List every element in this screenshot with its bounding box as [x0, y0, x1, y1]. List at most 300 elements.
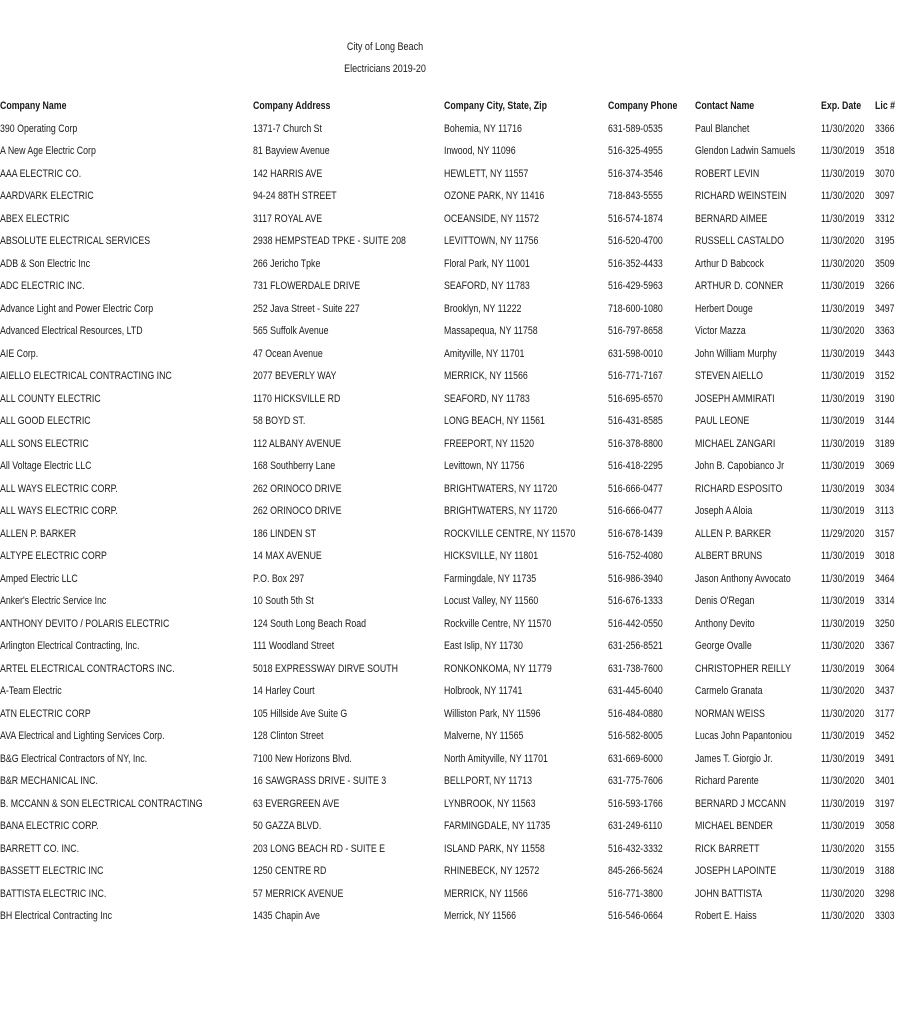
table-row — [0, 163, 900, 186]
company-phone-cell: 516-520-4700 — [608, 235, 664, 248]
contact-name-cell: RICHARD WEINSTEIN — [695, 190, 787, 203]
table-row — [0, 613, 900, 636]
contact-name-cell: Victor Mazza — [695, 325, 746, 338]
table-row — [0, 230, 900, 253]
company-name-cell: BARRETT CO. INC. — [0, 842, 80, 855]
company-address-cell: 16 SAWGRASS DRIVE - SUITE 3 — [253, 775, 387, 788]
company-name-cell: AIE Corp. — [0, 347, 39, 360]
company-name-cell: Advance Light and Power Electric Corp — [0, 302, 154, 315]
license-number-cell: 3157 — [874, 527, 895, 540]
table-row — [0, 140, 900, 163]
exp-date-cell: 11/30/2020 — [820, 257, 865, 270]
license-number-cell: 3188 — [874, 865, 895, 878]
table-row — [0, 635, 900, 658]
contact-name-cell: STEVEN AIELLO — [695, 370, 764, 383]
company-name-cell: ALL GOOD ELECTRIC — [0, 415, 91, 428]
contact-name-cell: Paul Blanchet — [695, 122, 750, 135]
company-phone-cell: 516-442-0550 — [608, 617, 664, 630]
company-name-cell: All Voltage Electric LLC — [0, 460, 92, 473]
license-number-cell: 3189 — [874, 437, 895, 450]
license-number-cell: 3491 — [874, 752, 895, 765]
table-row — [0, 793, 900, 816]
company-name-cell: ALL SONS ELECTRIC — [0, 437, 89, 450]
company-city-cell: MERRICK, NY 11566 — [444, 887, 529, 900]
exp-date-cell: 11/30/2019 — [820, 662, 865, 675]
exp-date-cell: 11/30/2019 — [820, 505, 865, 518]
company-name-cell: A-Team Electric — [0, 685, 62, 698]
contact-name-cell: ROBERT LEVIN — [695, 167, 760, 180]
contact-name-cell: RICHARD ESPOSITO — [695, 482, 783, 495]
company-address-cell: 112 ALBANY AVENUE — [253, 437, 342, 450]
license-number-cell: 3097 — [874, 190, 895, 203]
table-row — [0, 185, 900, 208]
company-phone-cell: 516-752-4080 — [608, 550, 664, 563]
company-name-cell: A New Age Electric Corp — [0, 145, 96, 158]
company-city-cell: Amityville, NY 11701 — [444, 347, 525, 360]
company-city-cell: OZONE PARK, NY 11416 — [444, 190, 545, 203]
company-address-cell: 50 GAZZA BLVD. — [253, 820, 322, 833]
contact-name-cell: John William Murphy — [695, 347, 777, 360]
company-phone-cell: 516-378-8800 — [608, 437, 664, 450]
company-phone-cell: 516-986-3940 — [608, 572, 664, 585]
table-row — [0, 590, 900, 613]
exp-date-cell: 11/30/2020 — [820, 685, 865, 698]
exp-date-cell: 11/30/2019 — [820, 865, 865, 878]
company-address-cell: 10 South 5th St — [253, 595, 314, 608]
company-address-cell: 5018 EXPRESSWAY DIRVE SOUTH — [253, 662, 399, 675]
company-city-cell: LONG BEACH, NY 11561 — [444, 415, 546, 428]
exp-date-cell: 11/30/2019 — [820, 280, 865, 293]
contact-name-cell: CHRISTOPHER REILLY — [695, 662, 792, 675]
table-row — [0, 500, 900, 523]
contact-name-cell: RICK BARRETT — [695, 842, 760, 855]
company-address-cell: 63 EVERGREEN AVE — [253, 797, 340, 810]
company-name-cell: Arlington Electrical Contracting, Inc. — [0, 640, 140, 653]
table-row — [0, 905, 900, 928]
company-address-cell: 168 Southberry Lane — [253, 460, 336, 473]
company-address-cell: 124 South Long Beach Road — [253, 617, 367, 630]
exp-date-cell: 11/30/2019 — [820, 460, 865, 473]
company-phone-cell: 516-374-3546 — [608, 167, 664, 180]
exp-date-cell: 11/30/2020 — [820, 640, 865, 653]
company-phone-cell: 516-771-7167 — [608, 370, 664, 383]
company-phone-cell: 516-431-8585 — [608, 415, 664, 428]
company-city-cell: Brooklyn, NY 11222 — [444, 302, 522, 315]
license-number-cell: 3518 — [874, 145, 895, 158]
table-row — [0, 388, 900, 411]
company-phone-cell: 631-669-6000 — [608, 752, 664, 765]
company-name-cell: ARTEL ELECTRICAL CONTRACTORS INC. — [0, 662, 175, 675]
contact-name-cell: George Ovalle — [695, 640, 752, 653]
company-address-cell: 14 Harley Court — [253, 685, 315, 698]
company-name-cell: AVA Electrical and Lighting Services Corp. — [0, 730, 165, 743]
table-row — [0, 860, 900, 883]
company-name-cell: ALL WAYS ELECTRIC CORP. — [0, 482, 118, 495]
document-title: City of Long Beach — [346, 41, 424, 53]
company-address-cell: 94-24 88TH STREET — [253, 190, 337, 203]
license-number-cell: 3113 — [874, 505, 894, 518]
company-city-cell: OCEANSIDE, NY 11572 — [444, 212, 540, 225]
table-row — [0, 343, 900, 366]
contact-name-cell: ALBERT BRUNS — [695, 550, 763, 563]
table-row — [0, 478, 900, 501]
company-phone-cell: 516-546-0664 — [608, 910, 664, 923]
column-header-company-address: Company Address — [253, 100, 331, 113]
company-name-cell: 390 Operating Corp — [0, 122, 78, 135]
company-city-cell: BRIGHTWATERS, NY 11720 — [444, 482, 558, 495]
exp-date-cell: 11/30/2019 — [820, 752, 865, 765]
license-number-cell: 3144 — [874, 415, 895, 428]
exp-date-cell: 11/30/2020 — [820, 707, 865, 720]
table-row — [0, 523, 900, 546]
company-city-cell: Farmingdale, NY 11735 — [444, 572, 537, 585]
license-number-cell: 3401 — [874, 775, 895, 788]
company-city-cell: BELLPORT, NY 11713 — [444, 775, 533, 788]
contact-name-cell: PAUL LEONE — [695, 415, 750, 428]
company-address-cell: 111 Woodland Street — [253, 640, 335, 653]
company-address-cell: 57 MERRICK AVENUE — [253, 887, 344, 900]
company-name-cell: AARDVARK ELECTRIC — [0, 190, 94, 203]
contact-name-cell: Anthony Devito — [695, 617, 755, 630]
column-header-company-name: Company Name — [0, 100, 67, 113]
company-address-cell: 565 Suffolk Avenue — [253, 325, 329, 338]
company-address-cell: 262 ORINOCO DRIVE — [253, 505, 342, 518]
column-header-contact-name: Contact Name — [695, 100, 755, 113]
license-number-cell: 3314 — [874, 595, 895, 608]
contact-name-cell: ALLEN P. BARKER — [695, 527, 772, 540]
license-number-cell: 3018 — [874, 550, 895, 563]
company-phone-cell: 718-600-1080 — [608, 302, 664, 315]
company-name-cell: ALL WAYS ELECTRIC CORP. — [0, 505, 118, 518]
company-address-cell: 58 BOYD ST. — [253, 415, 306, 428]
license-number-cell: 3064 — [874, 662, 895, 675]
company-address-cell: 2938 HEMPSTEAD TPKE - SUITE 208 — [253, 235, 407, 248]
table-row — [0, 748, 900, 771]
company-phone-cell: 516-574-1874 — [608, 212, 664, 225]
company-phone-cell: 516-429-5963 — [608, 280, 664, 293]
table-row — [0, 320, 900, 343]
company-city-cell: Locust Valley, NY 11560 — [444, 595, 539, 608]
electricians-table — [0, 95, 900, 928]
exp-date-cell: 11/30/2019 — [820, 145, 865, 158]
company-name-cell: ATN ELECTRIC CORP — [0, 707, 91, 720]
exp-date-cell: 11/30/2019 — [820, 595, 865, 608]
exp-date-cell: 11/30/2019 — [820, 797, 865, 810]
company-city-cell: Floral Park, NY 11001 — [444, 257, 531, 270]
table-row — [0, 838, 900, 861]
contact-name-cell: Robert E. Haiss — [695, 910, 757, 923]
contact-name-cell: John B. Capobianco Jr — [695, 460, 785, 473]
company-phone-cell: 516-593-1766 — [608, 797, 664, 810]
company-name-cell: AAA ELECTRIC CO. — [0, 167, 82, 180]
license-number-cell: 3070 — [874, 167, 895, 180]
exp-date-cell: 11/30/2019 — [820, 617, 865, 630]
company-phone-cell: 516-676-1333 — [608, 595, 664, 608]
table-row — [0, 680, 900, 703]
company-city-cell: HICKSVILLE, NY 11801 — [444, 550, 539, 563]
contact-name-cell: RUSSELL CASTALDO — [695, 235, 785, 248]
company-name-cell: BATTISTA ELECTRIC INC. — [0, 887, 107, 900]
company-phone-cell: 516-666-0477 — [608, 482, 664, 495]
company-phone-cell: 516-432-3332 — [608, 842, 664, 855]
company-address-cell: 731 FLOWERDALE DRIVE — [253, 280, 361, 293]
license-number-cell: 3366 — [874, 122, 895, 135]
company-address-cell: 3117 ROYAL AVE — [253, 212, 323, 225]
table-row — [0, 253, 900, 276]
company-city-cell: North Amityville, NY 11701 — [444, 752, 549, 765]
company-name-cell: ALL COUNTY ELECTRIC — [0, 392, 101, 405]
license-number-cell: 3069 — [874, 460, 895, 473]
company-city-cell: RONKONKOMA, NY 11779 — [444, 662, 553, 675]
contact-name-cell: MICHAEL ZANGARI — [695, 437, 776, 450]
company-address-cell: 203 LONG BEACH RD - SUITE E — [253, 842, 386, 855]
column-header-exp-date: Exp. Date — [820, 100, 861, 113]
contact-name-cell: James T. Giorgio Jr. — [695, 752, 773, 765]
company-phone-cell: 631-598-0010 — [608, 347, 664, 360]
license-number-cell: 3443 — [874, 347, 895, 360]
company-phone-cell: 631-589-0535 — [608, 122, 664, 135]
contact-name-cell: Glendon Ladwin Samuels — [695, 145, 796, 158]
contact-name-cell: BERNARD J MCCANN — [695, 797, 787, 810]
company-city-cell: ROCKVILLE CENTRE, NY 11570 — [444, 527, 576, 540]
company-name-cell: BANA ELECTRIC CORP. — [0, 820, 99, 833]
license-number-cell: 3177 — [874, 707, 895, 720]
contact-name-cell: Lucas John Papantoniou — [695, 730, 793, 743]
company-address-cell: 186 LINDEN ST — [253, 527, 317, 540]
company-phone-cell: 845-266-5624 — [608, 865, 664, 878]
exp-date-cell: 11/30/2019 — [820, 415, 865, 428]
company-phone-cell: 631-738-7600 — [608, 662, 664, 675]
company-phone-cell: 516-484-0880 — [608, 707, 664, 720]
company-address-cell: 1435 Chapin Ave — [253, 910, 321, 923]
table-row — [0, 658, 900, 681]
company-address-cell: 47 Ocean Avenue — [253, 347, 324, 360]
table-row — [0, 433, 900, 456]
company-phone-cell: 631-775-7606 — [608, 775, 664, 788]
license-number-cell: 3195 — [874, 235, 895, 248]
license-number-cell: 3497 — [874, 302, 895, 315]
exp-date-cell: 11/30/2020 — [820, 122, 865, 135]
license-number-cell: 3509 — [874, 257, 895, 270]
company-name-cell: ADB & Son Electric Inc — [0, 257, 90, 270]
license-number-cell: 3298 — [874, 887, 895, 900]
exp-date-cell: 11/30/2019 — [820, 820, 865, 833]
company-city-cell: Inwood, NY 11096 — [444, 145, 516, 158]
company-name-cell: ABSOLUTE ELECTRICAL SERVICES — [0, 235, 151, 248]
license-number-cell: 3152 — [874, 370, 895, 383]
company-address-cell: 2077 BEVERLY WAY — [253, 370, 337, 383]
document-subtitle: Electricians 2019-20 — [344, 63, 426, 75]
company-name-cell: ADC ELECTRIC INC. — [0, 280, 85, 293]
company-city-cell: BRIGHTWATERS, NY 11720 — [444, 505, 558, 518]
exp-date-cell: 11/30/2020 — [820, 190, 865, 203]
company-phone-cell: 718-843-5555 — [608, 190, 664, 203]
table-row — [0, 545, 900, 568]
contact-name-cell: ARTHUR D. CONNER — [695, 280, 784, 293]
contact-name-cell: Jason Anthony Avvocato — [695, 572, 791, 585]
exp-date-cell: 11/30/2020 — [820, 910, 865, 923]
contact-name-cell: JOSEPH LAPOINTE — [695, 865, 777, 878]
exp-date-cell: 11/30/2019 — [820, 302, 865, 315]
company-city-cell: RHINEBECK, NY 12572 — [444, 865, 540, 878]
exp-date-cell: 11/30/2019 — [820, 550, 865, 563]
exp-date-cell: 11/30/2019 — [820, 392, 865, 405]
company-address-cell: 14 MAX AVENUE — [253, 550, 323, 563]
company-city-cell: Holbrook, NY 11741 — [444, 685, 523, 698]
table-body — [0, 118, 900, 928]
license-number-cell: 3464 — [874, 572, 895, 585]
company-phone-cell: 516-771-3800 — [608, 887, 664, 900]
company-city-cell: Levittown, NY 11756 — [444, 460, 525, 473]
company-name-cell: ANTHONY DEVITO / POLARIS ELECTRIC — [0, 617, 170, 630]
company-address-cell: 7100 New Horizons Blvd. — [253, 752, 353, 765]
contact-name-cell: BERNARD AIMEE — [695, 212, 768, 225]
company-address-cell: 252 Java Street - Suite 227 — [253, 302, 360, 315]
license-number-cell: 3266 — [874, 280, 895, 293]
company-name-cell: ALLEN P. BARKER — [0, 527, 77, 540]
company-name-cell: BH Electrical Contracting Inc — [0, 910, 112, 923]
contact-name-cell: Joseph A Aloia — [695, 505, 753, 518]
column-header-company-city: Company City, State, Zip — [444, 100, 548, 113]
exp-date-cell: 11/30/2020 — [820, 842, 865, 855]
company-name-cell: ABEX ELECTRIC — [0, 212, 70, 225]
company-city-cell: FREEPORT, NY 11520 — [444, 437, 535, 450]
exp-date-cell: 11/30/2019 — [820, 730, 865, 743]
exp-date-cell: 11/30/2019 — [820, 437, 865, 450]
license-number-cell: 3363 — [874, 325, 895, 338]
company-address-cell: 105 Hillside Ave Suite G — [253, 707, 348, 720]
company-phone-cell: 516-352-4433 — [608, 257, 664, 270]
contact-name-cell: Carmelo Granata — [695, 685, 763, 698]
contact-name-cell: JOHN BATTISTA — [695, 887, 763, 900]
exp-date-cell: 11/30/2019 — [820, 347, 865, 360]
license-number-cell: 3303 — [874, 910, 895, 923]
table-row — [0, 770, 900, 793]
company-phone-cell: 516-582-8005 — [608, 730, 664, 743]
contact-name-cell: Arthur D Babcock — [695, 257, 765, 270]
table-row — [0, 118, 900, 141]
company-phone-cell: 631-256-8521 — [608, 640, 664, 653]
company-city-cell: Malverne, NY 11565 — [444, 730, 524, 743]
exp-date-cell: 11/30/2019 — [820, 482, 865, 495]
table-row — [0, 365, 900, 388]
company-address-cell: 81 Bayview Avenue — [253, 145, 330, 158]
license-number-cell: 3437 — [874, 685, 895, 698]
company-name-cell: BASSETT ELECTRIC INC — [0, 865, 104, 878]
table-row — [0, 410, 900, 433]
table-row — [0, 275, 900, 298]
company-city-cell: SEAFORD, NY 11783 — [444, 392, 531, 405]
exp-date-cell: 11/30/2020 — [820, 775, 865, 788]
table-row — [0, 208, 900, 231]
company-address-cell: 262 ORINOCO DRIVE — [253, 482, 342, 495]
license-number-cell: 3197 — [874, 797, 895, 810]
contact-name-cell: Herbert Douge — [695, 302, 753, 315]
company-name-cell: B. MCCANN & SON ELECTRICAL CONTRACTING — [0, 797, 203, 810]
company-address-cell: 128 Clinton Street — [253, 730, 324, 743]
exp-date-cell: 11/30/2019 — [820, 370, 865, 383]
company-city-cell: Rockville Centre, NY 11570 — [444, 617, 552, 630]
company-name-cell: ALTYPE ELECTRIC CORP — [0, 550, 107, 563]
company-address-cell: 266 Jericho Tpke — [253, 257, 321, 270]
company-city-cell: Bohemia, NY 11716 — [444, 122, 523, 135]
column-header-company-phone: Company Phone — [608, 100, 678, 113]
contact-name-cell: JOSEPH AMMIRATI — [695, 392, 775, 405]
license-number-cell: 3312 — [874, 212, 895, 225]
exp-date-cell: 11/30/2019 — [820, 167, 865, 180]
license-number-cell: 3034 — [874, 482, 895, 495]
company-name-cell: AIELLO ELECTRICAL CONTRACTING INC — [0, 370, 172, 383]
contact-name-cell: NORMAN WEISS — [695, 707, 766, 720]
company-city-cell: HEWLETT, NY 11557 — [444, 167, 529, 180]
company-phone-cell: 516-418-2295 — [608, 460, 664, 473]
license-number-cell: 3190 — [874, 392, 895, 405]
table-row — [0, 815, 900, 838]
company-city-cell: FARMINGDALE, NY 11735 — [444, 820, 551, 833]
company-address-cell: 142 HARRIS AVE — [253, 167, 323, 180]
company-city-cell: ISLAND PARK, NY 11558 — [444, 842, 546, 855]
table-row — [0, 568, 900, 591]
column-header-license-number: Lic # — [874, 100, 895, 113]
company-city-cell: MERRICK, NY 11566 — [444, 370, 529, 383]
company-name-cell: Advanced Electrical Resources, LTD — [0, 325, 143, 338]
license-number-cell: 3058 — [874, 820, 895, 833]
company-phone-cell: 516-666-0477 — [608, 505, 664, 518]
company-address-cell: 1170 HICKSVILLE RD — [253, 392, 341, 405]
exp-date-cell: 11/29/2020 — [820, 527, 865, 540]
company-name-cell: Anker's Electric Service Inc — [0, 595, 107, 608]
company-city-cell: LYNBROOK, NY 11563 — [444, 797, 536, 810]
table-row — [0, 455, 900, 478]
table-header-row — [0, 95, 900, 118]
company-address-cell: 1250 CENTRE RD — [253, 865, 327, 878]
company-name-cell: B&G Electrical Contractors of NY, Inc. — [0, 752, 148, 765]
license-number-cell: 3367 — [874, 640, 895, 653]
table-row — [0, 883, 900, 906]
company-city-cell: East Islip, NY 11730 — [444, 640, 524, 653]
company-phone-cell: 516-325-4955 — [608, 145, 664, 158]
company-name-cell: B&R MECHANICAL INC. — [0, 775, 98, 788]
company-phone-cell: 631-445-6040 — [608, 685, 664, 698]
company-city-cell: SEAFORD, NY 11783 — [444, 280, 531, 293]
table-row — [0, 703, 900, 726]
license-number-cell: 3452 — [874, 730, 895, 743]
exp-date-cell: 11/30/2019 — [820, 572, 865, 585]
company-phone-cell: 516-797-8658 — [608, 325, 664, 338]
license-number-cell: 3155 — [874, 842, 895, 855]
license-number-cell: 3250 — [874, 617, 895, 630]
exp-date-cell: 11/30/2019 — [820, 212, 865, 225]
company-address-cell: P.O. Box 297 — [253, 572, 305, 585]
company-city-cell: Merrick, NY 11566 — [444, 910, 517, 923]
company-city-cell: Massapequa, NY 11758 — [444, 325, 539, 338]
contact-name-cell: MICHAEL BENDER — [695, 820, 774, 833]
table-row — [0, 298, 900, 321]
contact-name-cell: Richard Parente — [695, 775, 759, 788]
exp-date-cell: 11/30/2020 — [820, 325, 865, 338]
company-city-cell: LEVITTOWN, NY 11756 — [444, 235, 539, 248]
company-name-cell: Amped Electric LLC — [0, 572, 78, 585]
company-phone-cell: 516-695-6570 — [608, 392, 664, 405]
company-address-cell: 1371-7 Church St — [253, 122, 323, 135]
contact-name-cell: Denis O'Regan — [695, 595, 755, 608]
exp-date-cell: 11/30/2020 — [820, 235, 865, 248]
company-phone-cell: 516-678-1439 — [608, 527, 664, 540]
table-row — [0, 725, 900, 748]
company-city-cell: Williston Park, NY 11596 — [444, 707, 541, 720]
company-phone-cell: 631-249-6110 — [608, 820, 663, 833]
exp-date-cell: 11/30/2020 — [820, 887, 865, 900]
